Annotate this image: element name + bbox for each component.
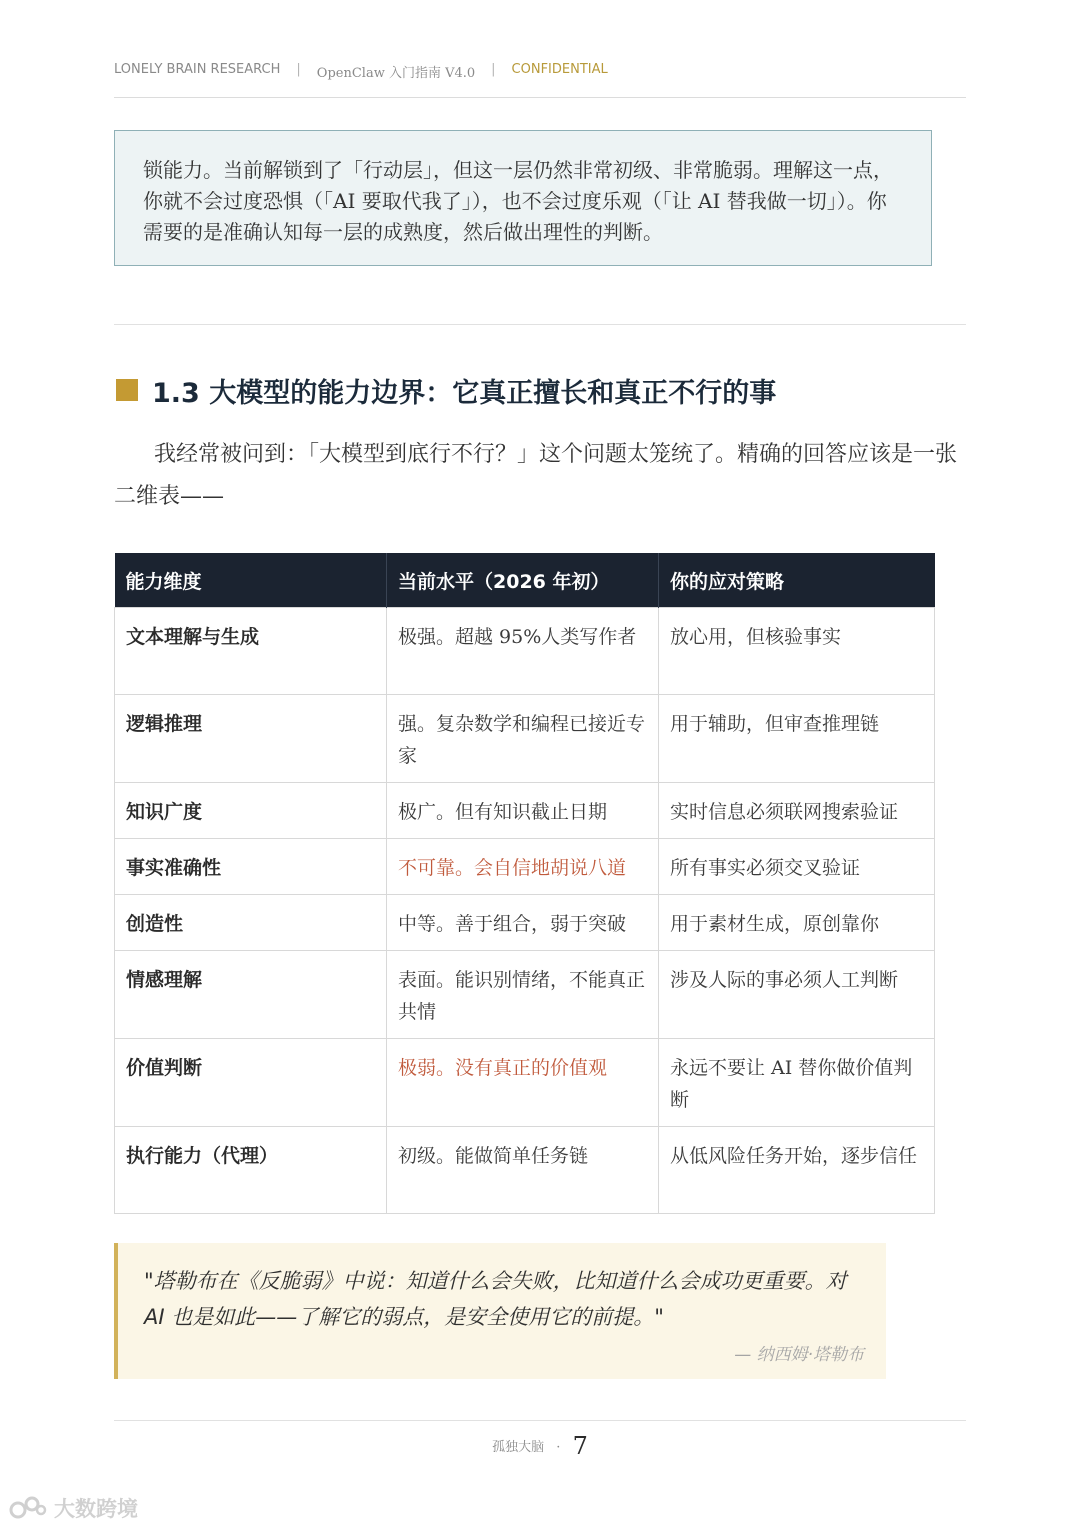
footer-dot: · [556,1440,561,1455]
header-org: LONELY BRAIN RESEARCH [114,62,281,77]
table-row [115,1127,935,1214]
header-separator: | [296,62,301,77]
cell-strategy: 实时信息必须联网搜索验证 [659,783,935,839]
quote-author: — 纳西姆·塔勒布 [734,1345,864,1365]
quote-block [114,1243,886,1379]
watermark-text: 大数跨境 [54,1497,138,1521]
table-row [115,1039,935,1127]
cell-dimension: 逻辑推理 [115,695,387,783]
callout-box [114,130,932,266]
cell-dimension: 创造性 [115,895,387,951]
footer-book-title: 孤独大脑 [492,1440,545,1455]
column-header: 当前水平（2026 年初） [387,553,659,608]
section-title [116,370,976,410]
quote-text: "塔勒布在《反脆弱》中说：知道什么会失败，比知道什么会成功更重要。对AI 也是如此——了解它的弱点，是安全使用它的前提。" [144,1269,847,1329]
table-row [115,839,935,895]
cell-level: 初级。能做简单任务链 [387,1127,659,1214]
column-header: 你的应对策略 [659,553,935,608]
cell-dimension: 文本理解与生成 [115,608,387,695]
intro-paragraph: 我经常被问到：「大模型到底行不行？」这个问题太笼统了。精确的回答应该是一张二维表—— [114,442,958,509]
capability-table [114,553,935,1214]
cell-strategy: 放心用，但核验事实 [659,608,935,695]
cell-strategy: 永远不要让 AI 替你做价值判断 [659,1039,935,1127]
cell-level: 强。复杂数学和编程已接近专家 [387,695,659,783]
cell-level-warning: 不可靠。会自信地胡说八道 [387,839,659,895]
cell-dimension: 事实准确性 [115,839,387,895]
cell-dimension: 价值判断 [115,1039,387,1127]
callout-text: 锁能力。当前解锁到了「行动层」，但这一层仍然非常初级、非常脆弱。理解这一点，你就不会过度恐惧（「AI 要取代我了」），也不会过度乐观（「让 AI 替我做一切」）。你需要的是准确认知每一层的成熟度，然后做出理性的判断。 [143,158,893,244]
table-row [115,783,935,839]
cell-level: 极强。超越 95%人类写作者 [387,608,659,695]
header-confidential-label: CONFIDENTIAL [511,62,608,77]
column-header: 能力维度 [115,553,387,608]
header-guide-title: OpenClaw 入门指南 V4.0 [316,66,476,81]
page-footer [0,1432,1080,1460]
table-row [115,695,935,783]
table-row [115,608,935,695]
cell-level-warning: 极弱。没有真正的价值观 [387,1039,659,1127]
table-header-row [115,553,935,608]
section-title-text: 1.3 大模型的能力边界：它真正擅长和真正不行的事 [152,377,777,409]
cell-strategy: 用于素材生成，原创靠你 [659,895,935,951]
cell-dimension: 执行能力（代理） [115,1127,387,1214]
cell-level: 中等。善于组合，弱于突破 [387,895,659,951]
watermark [8,1492,138,1524]
cell-strategy: 从低风险任务开始，逐步信任 [659,1127,935,1214]
page-number: 7 [572,1432,588,1460]
cell-level: 表面。能识别情绪，不能真正共情 [387,951,659,1039]
cell-dimension: 情感理解 [115,951,387,1039]
table-row [115,895,935,951]
cell-strategy: 用于辅助，但审查推理链 [659,695,935,783]
cell-dimension: 知识广度 [115,783,387,839]
divider [114,1420,966,1421]
header-separator: | [491,62,496,77]
page-header [114,62,966,98]
cell-strategy: 涉及人际的事必须人工判断 [659,951,935,1039]
cell-level: 极广。但有知识截止日期 [387,783,659,839]
table-row [115,951,935,1039]
divider [114,324,966,325]
logo-icon [8,1494,48,1522]
section-marker-icon [116,379,138,401]
cell-strategy: 所有事实必须交叉验证 [659,839,935,895]
